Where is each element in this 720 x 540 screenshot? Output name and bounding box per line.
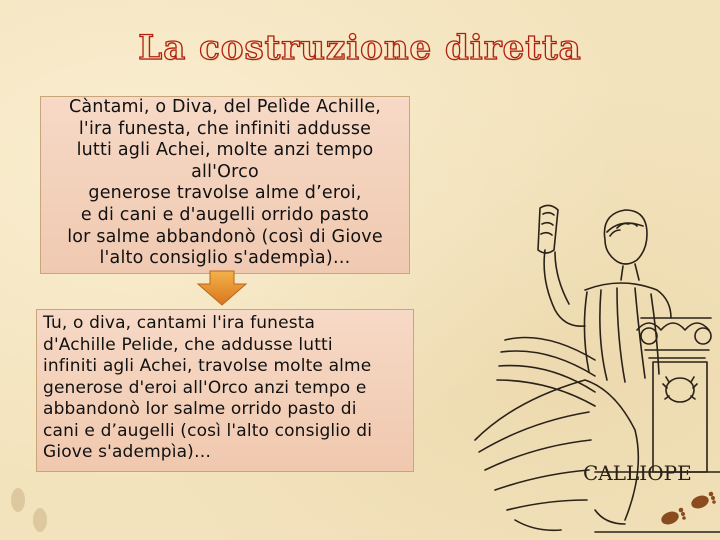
poem-line: e di cani e d'augelli orrido pasto xyxy=(80,204,370,225)
paraphrase-line: cani e d’augelli (così l'alto consiglio di xyxy=(43,420,373,441)
poem-line: l'alto consiglio s'adempìa)… xyxy=(99,248,351,269)
paraphrase-line: generose d'eroi all'Orco anzi tempo e xyxy=(43,377,367,398)
paraphrase-line: infiniti agli Achei, travolse molte alme xyxy=(43,356,372,376)
page-title: La costruzione diretta xyxy=(138,28,582,68)
poem-line: Càntami, o Diva, del Pelìde Achille, xyxy=(68,97,382,117)
poem-line: generose travolse alme d’eroi, xyxy=(88,183,362,204)
illustration-caption: CALLIOPE xyxy=(583,461,692,485)
paraphrase-line: Tu, o diva, cantami l'ira funesta xyxy=(43,313,316,333)
paraphrase-line: d'Achille Pelide, che addusse lutti xyxy=(43,334,333,355)
direct-construction-box xyxy=(36,309,414,472)
poem-line: lor salme abbandonò (così di Giove xyxy=(67,226,383,247)
poem-line: l'ira funesta, che infiniti addusse xyxy=(78,118,372,139)
poem-line: lutti agli Achei, molte anzi tempo xyxy=(76,140,374,161)
paraphrase-line: abbandonò lor salme orrido pasto di xyxy=(43,399,357,419)
down-arrow-icon xyxy=(196,270,248,306)
poem-line: all'Orco xyxy=(191,161,259,182)
paraphrase-line: Giove s'adempìa)… xyxy=(43,442,212,462)
original-poem-box xyxy=(40,96,410,274)
footprints-icon xyxy=(0,470,60,540)
calliope-illustration xyxy=(445,190,720,540)
